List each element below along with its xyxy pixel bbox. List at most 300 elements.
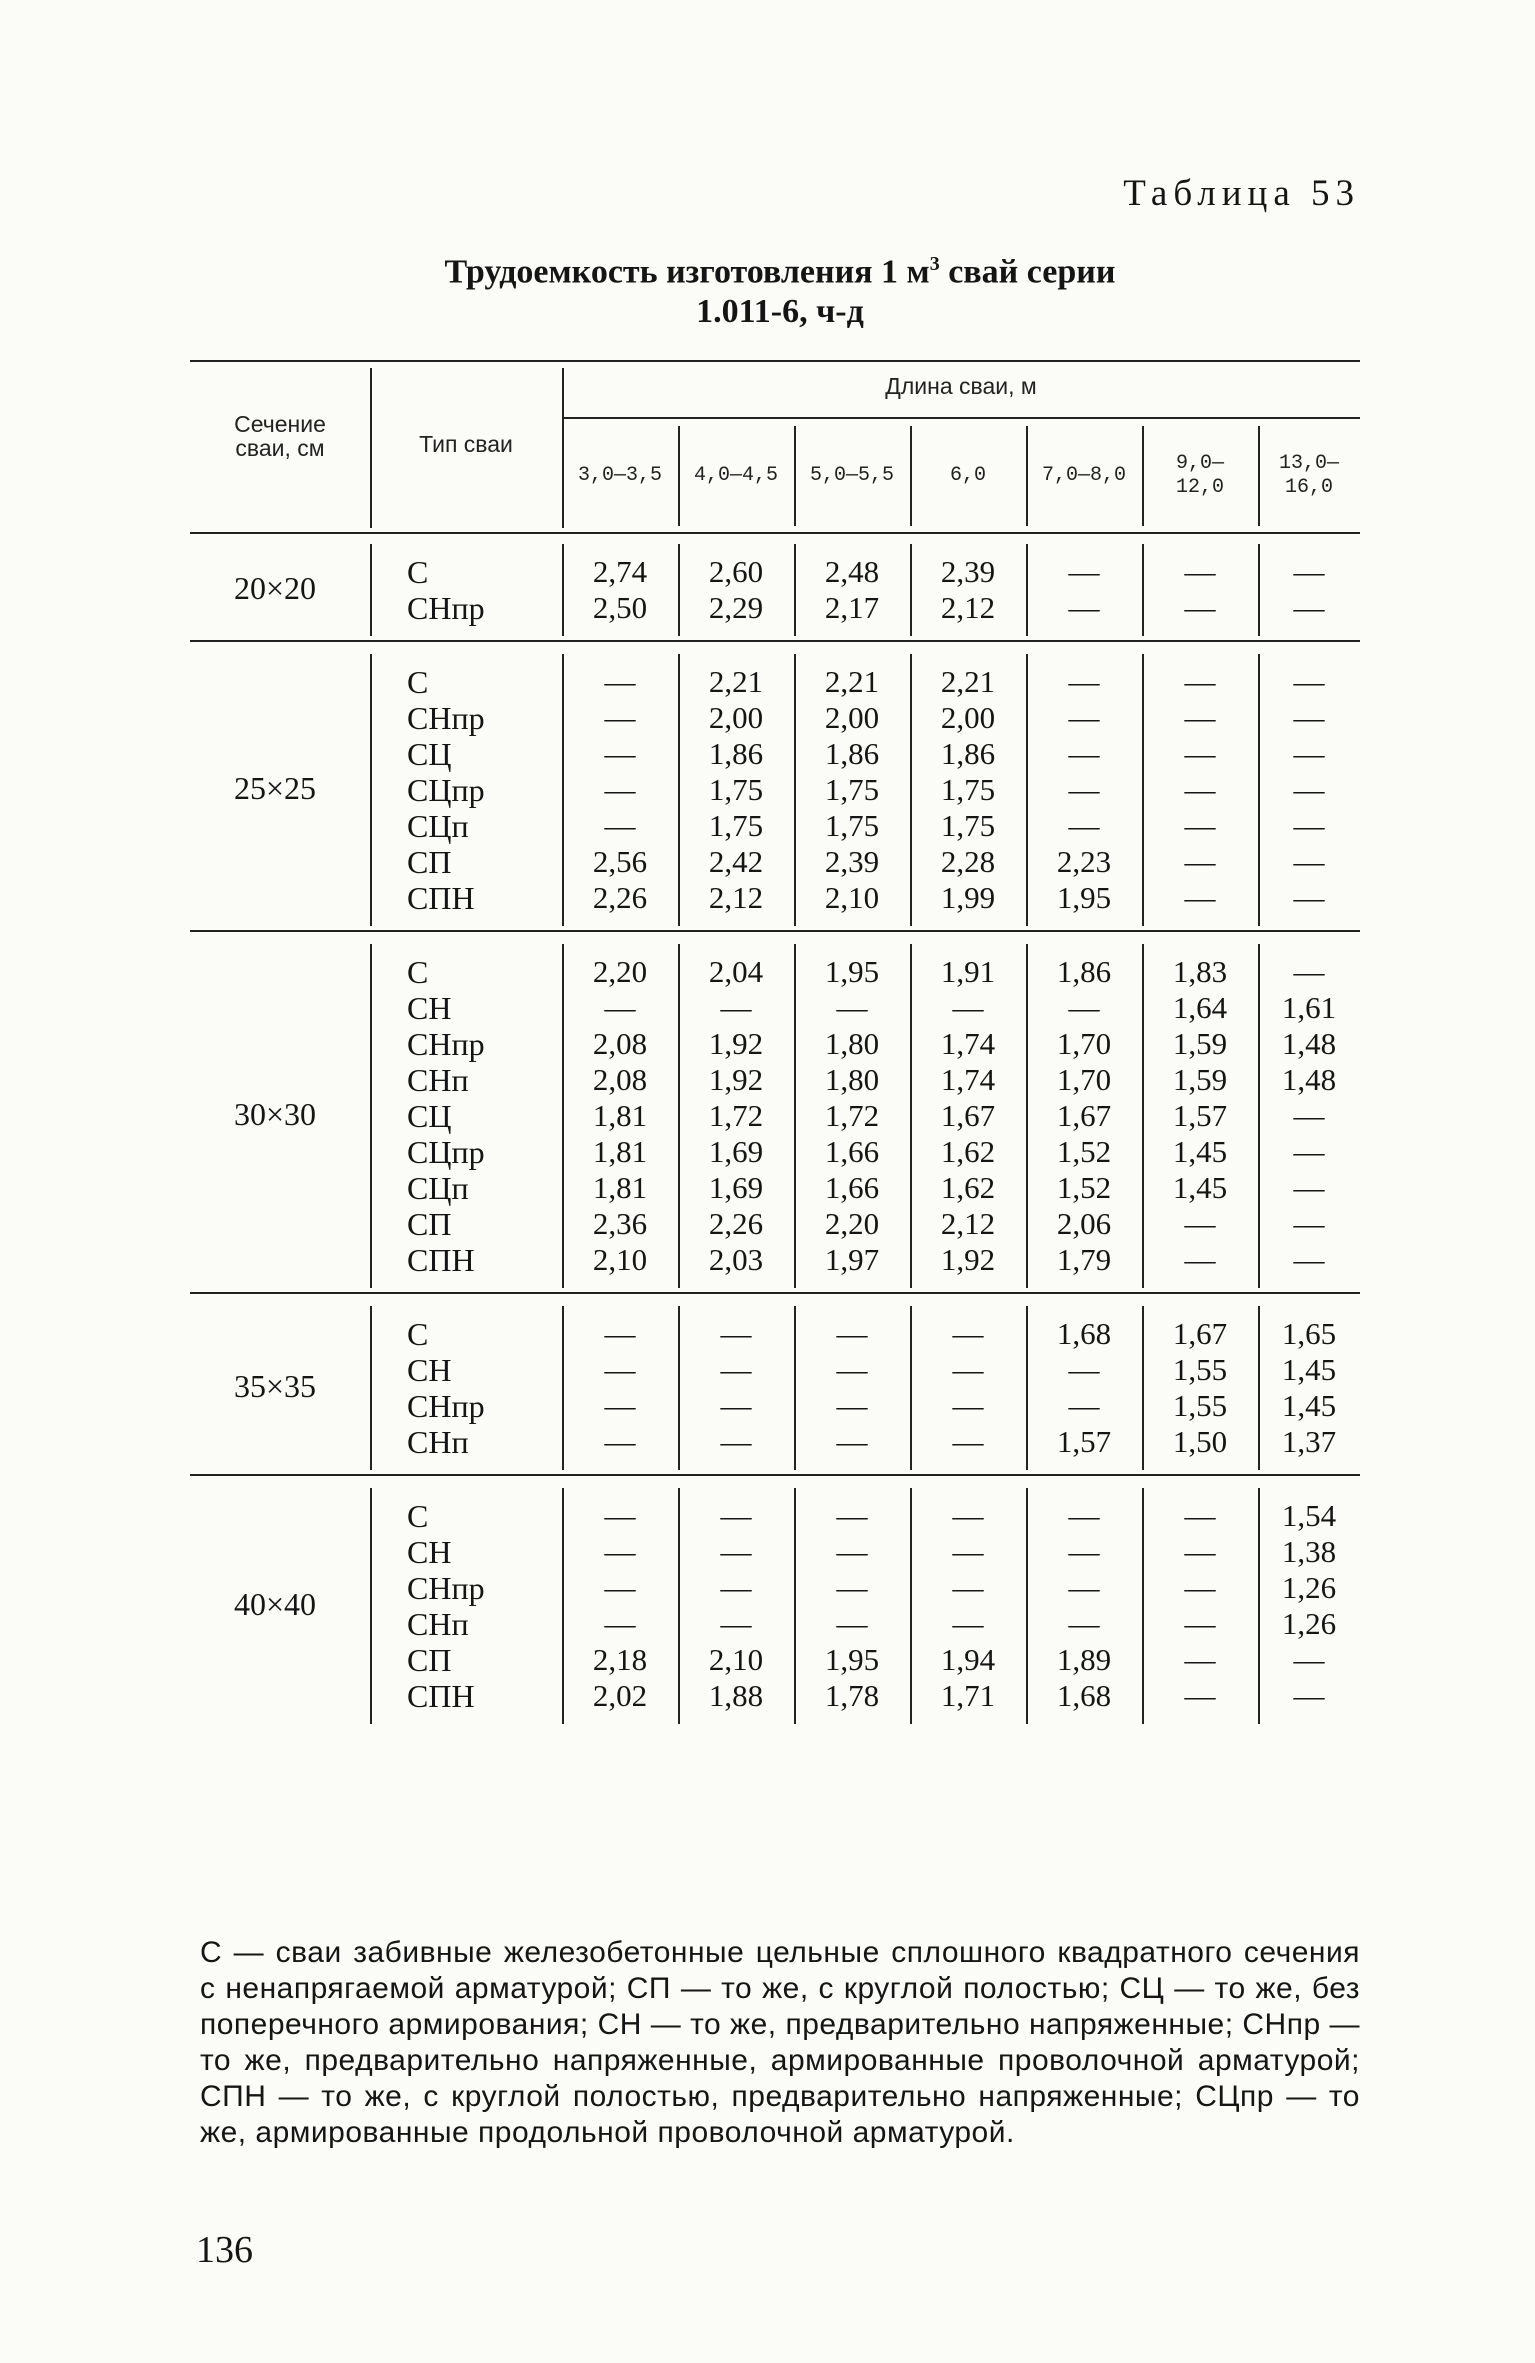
section-size: 30×30 xyxy=(233,1096,317,1132)
value-cell: 1,55 xyxy=(1172,1388,1228,1423)
section-size: 40×40 xyxy=(233,1586,317,1622)
column-divider xyxy=(1142,1306,1144,1470)
section-size: 35×35 xyxy=(233,1368,317,1404)
header-length-column: 13,0— 16,0 xyxy=(1278,452,1339,499)
value-cell: — xyxy=(604,664,636,699)
value-cell: 1,99 xyxy=(940,880,996,915)
value-cell: — xyxy=(836,1424,868,1459)
value-cell: — xyxy=(1184,808,1216,843)
value-cell: 2,08 xyxy=(592,1062,648,1097)
value-cell: — xyxy=(1293,844,1325,879)
pile-type: СП xyxy=(407,1206,452,1242)
pile-type: СН xyxy=(407,990,452,1026)
value-cell: 2,10 xyxy=(708,1642,764,1677)
value-cell: — xyxy=(1184,1206,1216,1241)
value-cell: — xyxy=(720,1534,752,1569)
value-cell: 2,12 xyxy=(940,1206,996,1241)
value-cell: — xyxy=(952,990,984,1025)
pile-type: СНп xyxy=(407,1062,469,1098)
pile-type: СНп xyxy=(407,1606,469,1642)
value-cell: 1,94 xyxy=(940,1642,996,1677)
value-cell: — xyxy=(1068,700,1100,735)
value-cell: — xyxy=(1293,736,1325,771)
value-cell: 1,52 xyxy=(1056,1170,1112,1205)
header-length-column: 6,0 xyxy=(949,464,986,487)
value-cell: 1,45 xyxy=(1281,1352,1337,1387)
value-cell: 1,59 xyxy=(1172,1026,1228,1061)
value-cell: — xyxy=(1293,1170,1325,1205)
pile-type: СН xyxy=(407,1352,452,1388)
value-cell: 2,20 xyxy=(592,954,648,989)
value-cell: — xyxy=(604,1352,636,1387)
value-cell: — xyxy=(952,1498,984,1533)
value-cell: 2,36 xyxy=(592,1206,648,1241)
pile-types xyxy=(407,1316,485,1460)
value-column xyxy=(910,664,1026,916)
value-cell: — xyxy=(604,1606,636,1641)
value-cell: 1,97 xyxy=(824,1242,880,1277)
value-cell: — xyxy=(1068,664,1100,699)
value-cell: 1,86 xyxy=(1056,954,1112,989)
value-cell: 1,95 xyxy=(1056,880,1112,915)
value-cell: — xyxy=(720,1424,752,1459)
value-column xyxy=(1258,1316,1360,1460)
value-cell: 1,75 xyxy=(708,808,764,843)
value-cell: 2,48 xyxy=(824,554,880,589)
value-cell: — xyxy=(604,772,636,807)
column-divider xyxy=(562,544,564,636)
value-cell: — xyxy=(1184,772,1216,807)
value-column xyxy=(1142,1498,1258,1714)
value-cell: 1,67 xyxy=(1056,1098,1112,1133)
group-separator xyxy=(190,1292,1360,1294)
value-cell: 1,67 xyxy=(940,1098,996,1133)
table-number: Таблица 53 xyxy=(1123,173,1360,214)
value-cell: 2,12 xyxy=(708,880,764,915)
value-cell: — xyxy=(1068,1534,1100,1569)
header-length: Длина сваи, м xyxy=(885,373,1037,399)
header-length-column: 5,0—5,5 xyxy=(809,464,894,487)
value-cell: 1,62 xyxy=(940,1134,996,1169)
value-cell: — xyxy=(1068,1498,1100,1533)
value-column xyxy=(794,954,910,1278)
data-table xyxy=(190,360,1360,1840)
value-cell: — xyxy=(836,1352,868,1387)
value-column xyxy=(1026,664,1142,916)
header-column-divider xyxy=(1142,426,1144,526)
value-cell: 1,69 xyxy=(708,1170,764,1205)
value-column xyxy=(562,554,678,626)
value-cell: 1,68 xyxy=(1056,1316,1112,1351)
pile-type: СНпр xyxy=(407,1026,485,1062)
value-cell: 1,86 xyxy=(940,736,996,771)
value-cell: 1,66 xyxy=(824,1170,880,1205)
pile-types xyxy=(407,664,485,916)
value-cell: 1,69 xyxy=(708,1134,764,1169)
value-cell: — xyxy=(836,1570,868,1605)
value-cell: — xyxy=(604,1424,636,1459)
value-cell: — xyxy=(1068,808,1100,843)
value-cell: 1,91 xyxy=(940,954,996,989)
value-cell: 2,56 xyxy=(592,844,648,879)
value-column xyxy=(562,1316,678,1460)
column-divider xyxy=(370,544,372,636)
header-length-rule xyxy=(562,417,1360,419)
column-divider xyxy=(1026,944,1028,1288)
value-cell: 1,45 xyxy=(1172,1134,1228,1169)
value-cell: — xyxy=(604,1570,636,1605)
value-cell: 1,92 xyxy=(940,1242,996,1277)
pile-type: С xyxy=(407,954,429,990)
value-cell: — xyxy=(836,1316,868,1351)
value-column xyxy=(1142,954,1258,1278)
value-cell: — xyxy=(1293,1642,1325,1677)
pile-type: СНп xyxy=(407,1424,469,1460)
header-column-divider xyxy=(794,426,796,526)
value-cell: — xyxy=(720,1498,752,1533)
value-cell: — xyxy=(1293,700,1325,735)
value-cell: 1,71 xyxy=(940,1678,996,1713)
value-column xyxy=(1258,1498,1360,1714)
value-cell: — xyxy=(1293,808,1325,843)
value-cell: — xyxy=(952,1570,984,1605)
value-cell: 2,50 xyxy=(592,590,648,625)
value-cell: 1,74 xyxy=(940,1026,996,1061)
value-cell: 1,75 xyxy=(940,808,996,843)
value-cell: 1,37 xyxy=(1281,1424,1337,1459)
value-cell: 2,26 xyxy=(708,1206,764,1241)
value-cell: 1,55 xyxy=(1172,1352,1228,1387)
value-cell: — xyxy=(720,1388,752,1423)
value-cell: 1,80 xyxy=(824,1062,880,1097)
column-divider xyxy=(1142,944,1144,1288)
value-cell: 1,72 xyxy=(708,1098,764,1133)
value-cell: 2,39 xyxy=(940,554,996,589)
column-divider xyxy=(370,1488,372,1724)
column-divider xyxy=(370,1306,372,1470)
value-cell: 1,79 xyxy=(1056,1242,1112,1277)
title-line-1: Трудоемкость изготовления 1 $м^3$ свай серии xyxy=(444,253,1116,291)
column-divider xyxy=(562,944,564,1288)
pile-type: СНпр xyxy=(407,590,485,626)
page-number: 136 xyxy=(196,2229,253,2271)
value-cell: — xyxy=(1293,590,1325,625)
value-cell: 1,61 xyxy=(1281,990,1337,1025)
column-divider xyxy=(562,1306,564,1470)
value-cell: 1,83 xyxy=(1172,954,1228,989)
value-cell: 2,29 xyxy=(708,590,764,625)
pile-type: СПН xyxy=(407,1678,475,1714)
pile-type: СЦпр xyxy=(407,772,485,808)
column-divider xyxy=(678,944,680,1288)
value-cell: — xyxy=(836,990,868,1025)
value-cell: 2,08 xyxy=(592,1026,648,1061)
value-cell: 2,02 xyxy=(592,1678,648,1713)
value-column xyxy=(794,1316,910,1460)
value-cell: 2,18 xyxy=(592,1642,648,1677)
value-cell: — xyxy=(1184,844,1216,879)
value-cell: — xyxy=(1184,1498,1216,1533)
value-cell: 2,04 xyxy=(708,954,764,989)
value-cell: 1,64 xyxy=(1172,990,1228,1025)
column-divider xyxy=(678,654,680,926)
column-divider xyxy=(1258,544,1260,636)
column-divider xyxy=(1142,654,1144,926)
value-cell: 2,00 xyxy=(824,700,880,735)
value-cell: 1,88 xyxy=(708,1678,764,1713)
column-divider xyxy=(910,944,912,1288)
value-cell: — xyxy=(604,736,636,771)
value-cell: — xyxy=(720,1570,752,1605)
value-cell: 1,59 xyxy=(1172,1062,1228,1097)
column-divider xyxy=(1026,1306,1028,1470)
value-cell: — xyxy=(952,1606,984,1641)
value-cell: 2,39 xyxy=(824,844,880,879)
header-bottom-rule xyxy=(190,532,1360,534)
value-cell: — xyxy=(604,1388,636,1423)
pile-type: СПН xyxy=(407,880,475,916)
pile-type: СП xyxy=(407,844,452,880)
value-cell: 2,42 xyxy=(708,844,764,879)
value-cell: 1,45 xyxy=(1281,1388,1337,1423)
value-cell: 2,21 xyxy=(824,664,880,699)
header-length-column: 9,0— 12,0 xyxy=(1175,452,1224,499)
value-column xyxy=(562,664,678,916)
pile-type: СЦ xyxy=(407,1098,452,1134)
value-column xyxy=(1026,954,1142,1278)
value-cell: — xyxy=(1293,880,1325,915)
value-cell: 1,78 xyxy=(824,1678,880,1713)
value-cell: 1,54 xyxy=(1281,1498,1337,1533)
value-cell: — xyxy=(1293,1206,1325,1241)
value-cell: — xyxy=(1184,700,1216,735)
column-divider xyxy=(794,1306,796,1470)
header-column-divider xyxy=(910,426,912,526)
value-cell: 1,86 xyxy=(824,736,880,771)
column-divider xyxy=(910,1488,912,1724)
value-cell: — xyxy=(1068,1388,1100,1423)
value-cell: — xyxy=(1068,772,1100,807)
value-cell: — xyxy=(1293,1134,1325,1169)
header-length-column: 4,0—4,5 xyxy=(693,464,778,487)
value-cell: — xyxy=(1184,554,1216,589)
value-column xyxy=(910,1498,1026,1714)
value-cell: 1,48 xyxy=(1281,1062,1337,1097)
value-cell: — xyxy=(1184,1606,1216,1641)
pile-type: СНпр xyxy=(407,1570,485,1606)
value-cell: 2,10 xyxy=(824,880,880,915)
value-cell: 1,52 xyxy=(1056,1134,1112,1169)
pile-type: СЦ xyxy=(407,736,452,772)
value-cell: 1,66 xyxy=(824,1134,880,1169)
value-cell: — xyxy=(1184,1534,1216,1569)
table-top-rule xyxy=(190,360,1360,362)
value-column xyxy=(1026,1316,1142,1460)
title-line-2: 1.011-6, ч-д xyxy=(696,293,864,331)
value-cell: 1,57 xyxy=(1056,1424,1112,1459)
column-divider xyxy=(1258,654,1260,926)
value-cell: — xyxy=(720,1606,752,1641)
value-column xyxy=(1142,554,1258,626)
pile-types xyxy=(407,1498,485,1714)
value-column xyxy=(910,554,1026,626)
pile-type: СП xyxy=(407,1642,452,1678)
column-divider xyxy=(1258,1306,1260,1470)
pile-type: С xyxy=(407,1316,429,1352)
value-cell: 2,74 xyxy=(592,554,648,589)
value-cell: — xyxy=(1068,554,1100,589)
column-divider xyxy=(910,1306,912,1470)
value-cell: — xyxy=(1068,1352,1100,1387)
value-cell: 1,26 xyxy=(1281,1606,1337,1641)
pile-types xyxy=(407,954,485,1278)
value-cell: 2,00 xyxy=(940,700,996,735)
value-column xyxy=(1258,664,1360,916)
value-column xyxy=(678,554,794,626)
value-cell: — xyxy=(952,1316,984,1351)
section-size: 20×20 xyxy=(233,570,317,606)
value-cell: 1,65 xyxy=(1281,1316,1337,1351)
value-cell: — xyxy=(1068,1606,1100,1641)
value-cell: — xyxy=(1068,990,1100,1025)
column-divider xyxy=(794,1488,796,1724)
value-column xyxy=(678,664,794,916)
column-divider xyxy=(678,1306,680,1470)
value-column xyxy=(1026,1498,1142,1714)
value-cell: — xyxy=(1293,954,1325,989)
value-column xyxy=(794,1498,910,1714)
value-cell: 1,86 xyxy=(708,736,764,771)
group-separator xyxy=(190,640,1360,642)
value-cell: 1,75 xyxy=(824,772,880,807)
value-cell: — xyxy=(720,990,752,1025)
group-separator xyxy=(190,930,1360,932)
value-column xyxy=(1258,954,1360,1278)
column-divider xyxy=(794,944,796,1288)
value-cell: — xyxy=(1184,664,1216,699)
header-type: Тип сваи xyxy=(419,431,513,457)
value-cell: — xyxy=(836,1606,868,1641)
column-divider xyxy=(910,654,912,926)
column-divider xyxy=(562,1488,564,1724)
value-cell: — xyxy=(952,1424,984,1459)
pile-type: СЦпр xyxy=(407,1134,485,1170)
column-divider xyxy=(370,654,372,926)
pile-type: СПН xyxy=(407,1242,475,1278)
value-column xyxy=(562,1498,678,1714)
column-divider xyxy=(794,544,796,636)
column-divider xyxy=(562,654,564,926)
value-cell: — xyxy=(1184,1570,1216,1605)
header-section: Сечение сваи, см xyxy=(234,411,326,461)
pile-type: С xyxy=(407,554,429,590)
value-cell: 1,81 xyxy=(592,1170,648,1205)
pile-type: С xyxy=(407,1498,429,1534)
value-cell: — xyxy=(604,990,636,1025)
value-cell: 1,95 xyxy=(824,954,880,989)
table-title xyxy=(300,244,1260,332)
value-cell: — xyxy=(1184,1642,1216,1677)
value-cell: 2,03 xyxy=(708,1242,764,1277)
pile-type: СЦп xyxy=(407,1170,469,1206)
column-divider xyxy=(370,944,372,1288)
column-divider xyxy=(1258,944,1260,1288)
column-divider xyxy=(678,1488,680,1724)
value-cell: — xyxy=(604,1316,636,1351)
value-cell: 1,75 xyxy=(824,808,880,843)
value-cell: — xyxy=(720,1316,752,1351)
value-cell: 1,50 xyxy=(1172,1424,1228,1459)
value-column xyxy=(1026,554,1142,626)
value-cell: — xyxy=(604,808,636,843)
value-cell: — xyxy=(1068,590,1100,625)
value-cell: 1,70 xyxy=(1056,1062,1112,1097)
column-divider xyxy=(1026,544,1028,636)
pile-type: СЦп xyxy=(407,808,469,844)
value-cell: — xyxy=(1184,880,1216,915)
pile-types xyxy=(407,554,485,626)
footnote: С — сваи забивные железобетонные цельные сплошного квадратного сечения с ненапрягаемой арматурой; СП — то же, с круглой полостью; СЦ — то же, без поперечного армирования; СН — то же, предварительно напряженные; СНпр — то же, предварительно напряженные, армированные проволочной арматурой; СПН — то же, с круглой полостью, предварительно напряженные; СЦпр — то же, армированные продольной проволочной арматурой. xyxy=(200,1936,1360,2149)
value-column xyxy=(1142,664,1258,916)
header-length-column: 3,0—3,5 xyxy=(577,464,662,487)
value-cell: — xyxy=(836,1388,868,1423)
column-divider xyxy=(678,544,680,636)
value-cell: — xyxy=(952,1352,984,1387)
value-cell: — xyxy=(1293,772,1325,807)
column-divider xyxy=(910,544,912,636)
value-cell: — xyxy=(1293,1242,1325,1277)
value-cell: — xyxy=(836,1498,868,1533)
pile-type: СН xyxy=(407,1534,452,1570)
value-cell: — xyxy=(604,700,636,735)
value-column xyxy=(794,664,910,916)
column-divider xyxy=(1258,1488,1260,1724)
value-cell: 1,57 xyxy=(1172,1098,1228,1133)
value-column xyxy=(678,954,794,1278)
value-cell: 2,06 xyxy=(1056,1206,1112,1241)
value-cell: — xyxy=(604,1498,636,1533)
value-cell: — xyxy=(836,1534,868,1569)
value-cell: 2,23 xyxy=(1056,844,1112,879)
value-cell: — xyxy=(1068,736,1100,771)
value-cell: 2,10 xyxy=(592,1242,648,1277)
value-cell: — xyxy=(952,1388,984,1423)
value-cell: 1,74 xyxy=(940,1062,996,1097)
value-cell: — xyxy=(1293,664,1325,699)
value-cell: 1,81 xyxy=(592,1098,648,1133)
pile-type: СНпр xyxy=(407,1388,485,1424)
value-cell: 1,26 xyxy=(1281,1570,1337,1605)
value-cell: — xyxy=(604,1534,636,1569)
column-divider xyxy=(794,654,796,926)
value-column xyxy=(794,554,910,626)
value-cell: 1,72 xyxy=(824,1098,880,1133)
header-length-column: 7,0—8,0 xyxy=(1041,464,1126,487)
value-column xyxy=(910,954,1026,1278)
value-cell: 2,26 xyxy=(592,880,648,915)
value-cell: 2,20 xyxy=(824,1206,880,1241)
value-cell: — xyxy=(720,1352,752,1387)
value-cell: 1,92 xyxy=(708,1062,764,1097)
value-cell: 1,80 xyxy=(824,1026,880,1061)
value-cell: 1,81 xyxy=(592,1134,648,1169)
column-divider xyxy=(1142,544,1144,636)
value-cell: — xyxy=(1184,736,1216,771)
value-cell: 1,45 xyxy=(1172,1170,1228,1205)
value-column xyxy=(678,1498,794,1714)
value-cell: 2,12 xyxy=(940,590,996,625)
section-size: 25×25 xyxy=(233,770,317,806)
